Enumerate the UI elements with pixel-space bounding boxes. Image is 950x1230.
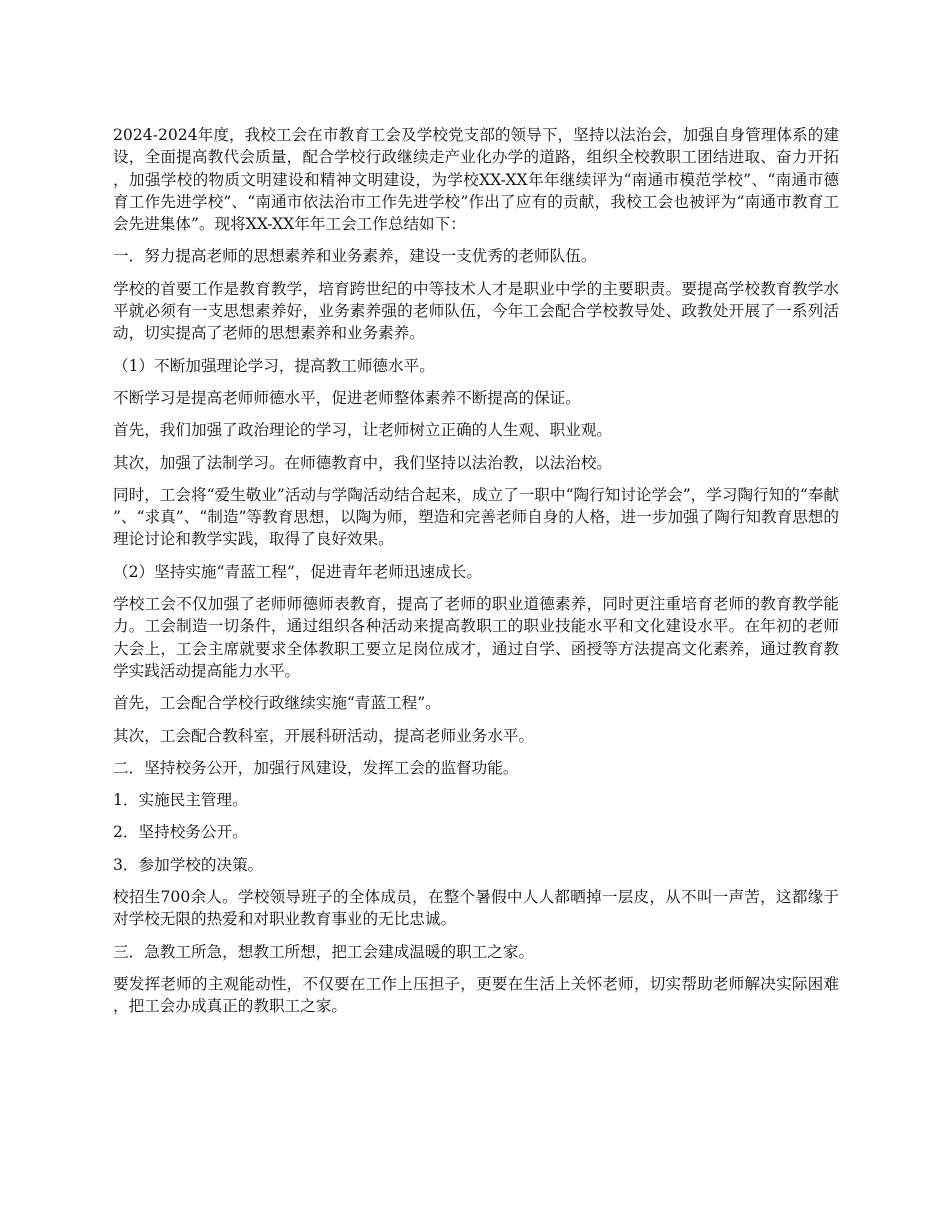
paragraph: 首先，我们加强了政治理论的学习，让老师树立正确的人生观、职业观。 [113,421,613,440]
list-item: 3．参加学校的决策。 [113,855,264,874]
list-item: 1．实施民主管理。 [113,791,248,810]
subsection-heading-2: （2）坚持实施“青蓝工程”，促进青年老师迅速成长。 [113,562,482,581]
paragraph: 校招生700余人。学校领导班子的全体成员，在整个暑假中人人都晒掉一层皮，从不叫一声苦，这都缘于对学校无限的热爱和对职业教育事业的无比忠诚。 [113,888,839,929]
paragraph: 学校工会不仅加强了老师师德师表教育，提高了老师的职业道德素养，同时更注重培育老师的教育教学能力。工会制造一切条件，通过组织各种活动来提高教职工的职业技能水平和文化建设水平。在年初的老师大会上，工会主席就要求全体教职工要立足岗位成才，通过自学、函授等方法提高文化素养，通过教育教学实践活动提高能力水平。 [113,595,839,680]
paragraph-intro: 2024-2024年度，我校工会在市教育工会及学校党支部的领导下，坚持以法治会，加强自身管理体系的建设，全面提高教代会质量，配合学校行政继续走产业化办学的道路，组织全校教职工团结进取、奋力开拓，加强学校的物质文明建设和精神文明建设，为学校XX-XX年年继续评为“南通市模范学校”、“南通市德育工作先进学校”、“南通市依法治市工作先进学校”作出了应有的贡献，我校工会也被评为“南通市教育工会先进集体”。现将XX-XX年年工会工作总结如下： [113,126,839,234]
paragraph: 其次，加强了法制学习。在师德教育中，我们坚持以法治教，以法治校。 [113,453,613,472]
paragraph: 不断学习是提高老师师德水平，促进老师整体素养不断提高的保证。 [113,388,581,407]
section-heading-2: 二．坚持校务公开，加强行风建设，发挥工会的监督功能。 [113,758,519,777]
section-heading-1: 一．努力提高老师的思想素养和业务素养，建设一支优秀的老师队伍。 [113,247,597,266]
paragraph: 首先，工会配合学校行政继续实施“青蓝工程”。 [113,694,441,713]
paragraph: 学校的首要工作是教育教学，培育跨世纪的中等技术人才是职业中学的主要职责。要提高学校教育教学水平就必须有一支思想素养好，业务素养强的老师队伍，今年工会配合学校教导处、政教处开展了一系列活动，切实提高了老师的思想素养和业务素养。 [113,279,839,343]
paragraph: 要发挥老师的主观能动性，不仅要在工作上压担子，更要在生活上关怀老师，切实帮助老师解决实际困难，把工会办成真正的教职工之家。 [113,974,839,1016]
paragraph: 同时，工会将“爱生敬业”活动与学陶活动结合起来，成立了一职中“陶行知讨论学会”，学习陶行知的“奉献”、“求真”、“制造”等教育思想，以陶为师，塑造和完善老师自身的人格，进一步加强了陶行知教育思想的理论讨论和教学实践，取得了良好效果。 [113,485,839,549]
paragraph: 其次，工会配合教科室，开展科研活动，提高老师业务水平。 [113,726,535,745]
document-body [113,124,839,1028]
section-heading-3: 三．急教工所急，想教工所想，把工会建成温暖的职工之家。 [113,942,535,961]
list-item: 2．坚持校务公开。 [113,823,248,842]
subsection-heading-1: （1）不断加强理论学习，提高教工师德水平。 [113,356,435,375]
